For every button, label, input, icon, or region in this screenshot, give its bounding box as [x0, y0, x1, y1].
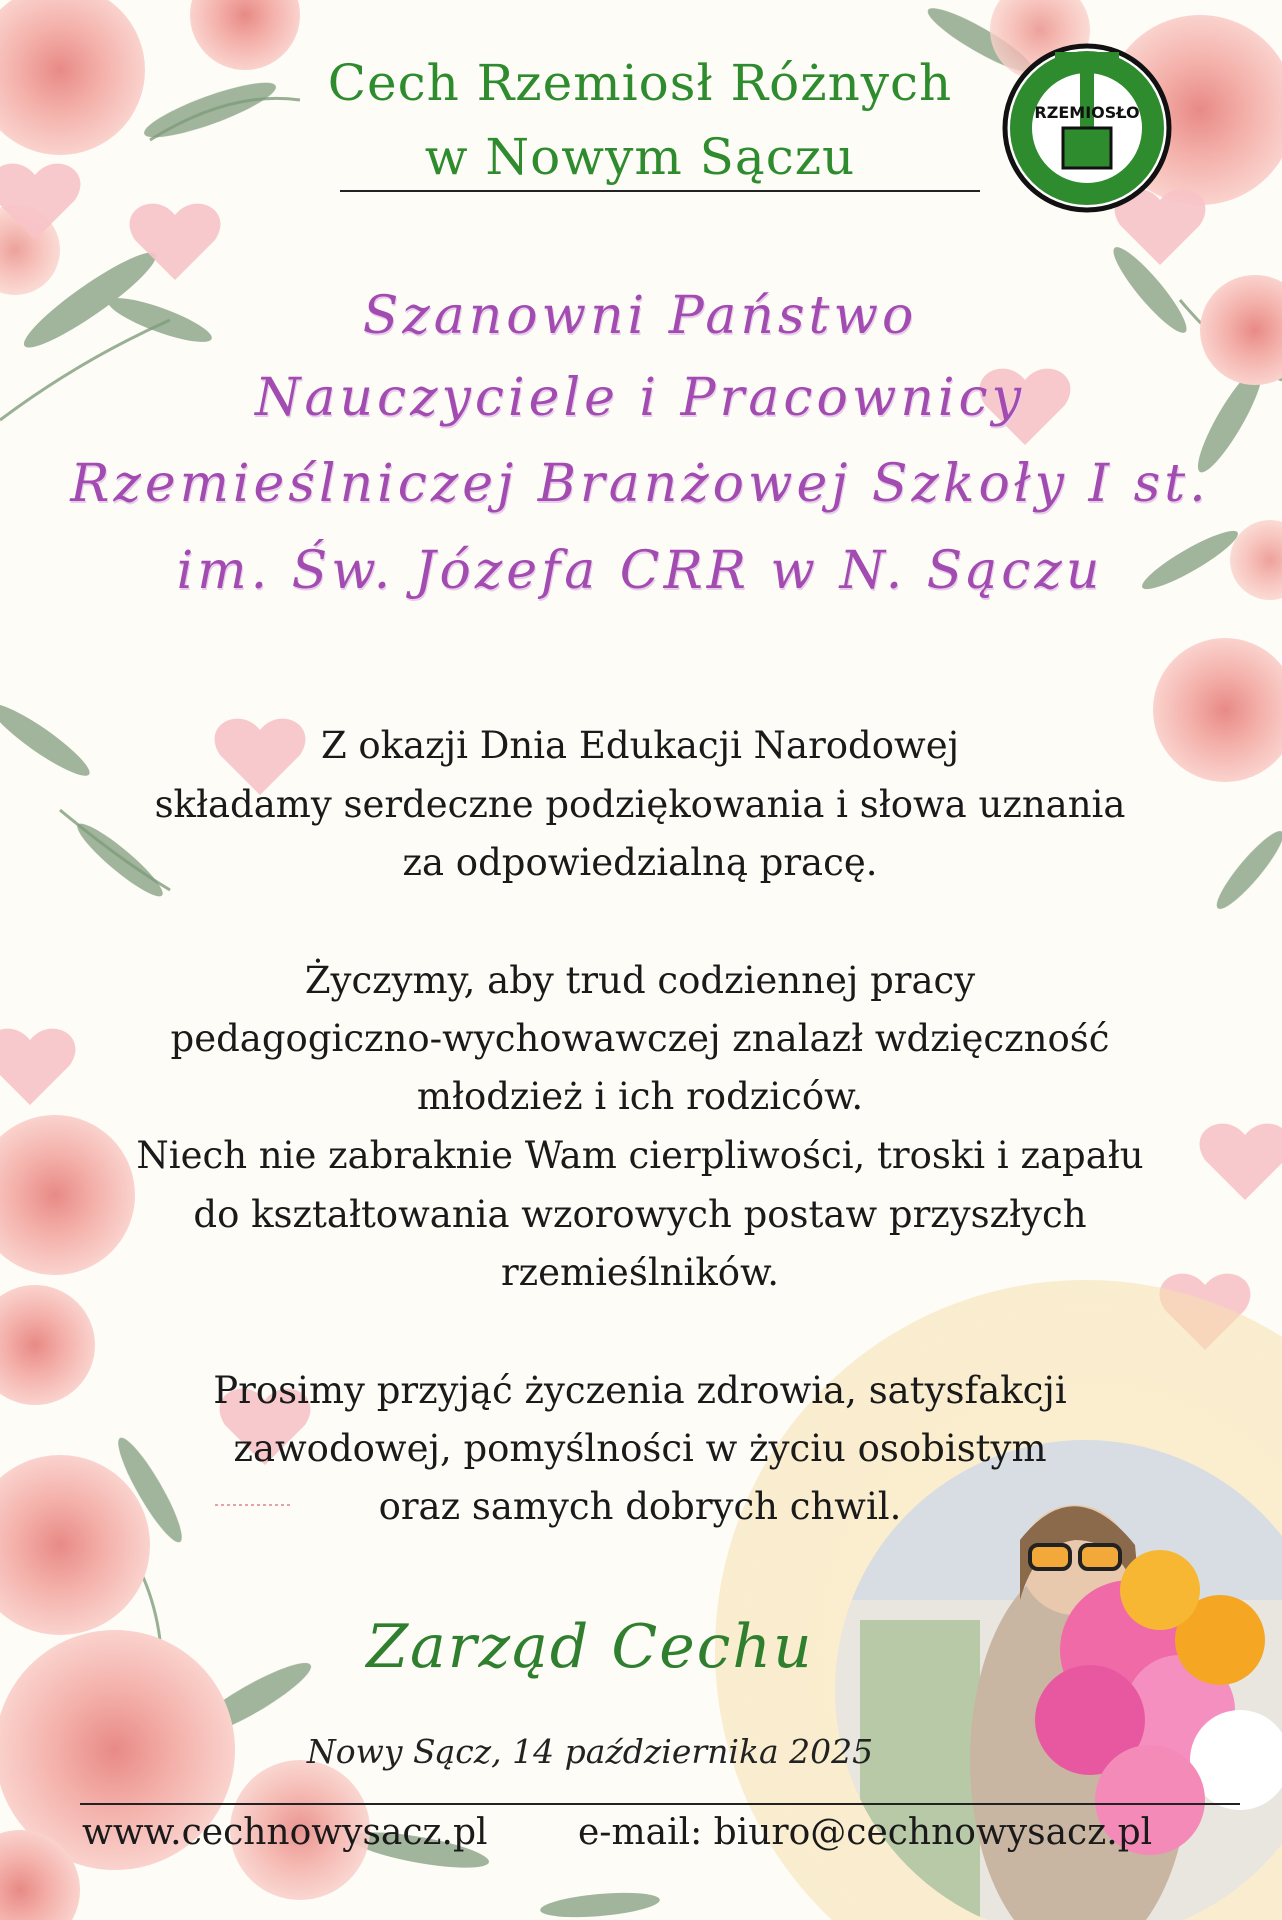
message-line: zawodowej, pomyślności w życiu osobistym: [233, 1427, 1047, 1470]
message-line: składamy serdeczne podziękowania i słowa uznania: [154, 783, 1126, 826]
website-link[interactable]: www.cechnowysacz.pl: [82, 1812, 488, 1853]
svg-text:RZEMIOSŁO: RZEMIOSŁO: [1034, 103, 1140, 122]
message-line: Życzymy, aby trud codziennej pracy: [304, 959, 976, 1002]
email-link[interactable]: e-mail: biuro@cechnowysacz.pl: [578, 1812, 1153, 1853]
date: Nowy Sącz, 14 października 2025: [306, 1732, 874, 1771]
crafts-logo-icon: [1005, 46, 1169, 210]
message-line: do kształtowania wzorowych postaw przyszłych: [193, 1193, 1087, 1236]
organization-name-line2: w Nowym Sączu: [424, 128, 856, 186]
organization-name-line1: Cech Rzemiosł Różnych: [327, 54, 953, 112]
message-line: za odpowiedzialną pracę.: [402, 841, 878, 884]
message-line: rzemieślników.: [500, 1251, 780, 1294]
greeting-line3: Rzemieślniczej Branżowej Szkoły I st.: [70, 454, 1210, 514]
signature: Zarząd Cechu: [366, 1612, 814, 1682]
message-line: Prosimy przyjąć życzenia zdrowia, satysfakcji: [213, 1369, 1067, 1412]
header-divider: [340, 190, 980, 192]
message-line: młodzież i ich rodziców.: [416, 1075, 864, 1118]
message-line: oraz samych dobrych chwil.: [378, 1485, 902, 1528]
message-line: Z okazji Dnia Edukacji Narodowej: [320, 724, 960, 767]
greeting-line2: Nauczyciele i Pracownicy: [255, 368, 1025, 428]
message-line: Niech nie zabraknie Wam cierpliwości, troski i zapału: [136, 1134, 1144, 1177]
greeting-line1: Szanowni Państwo: [362, 286, 918, 346]
footer-divider: [80, 1803, 1240, 1805]
greeting-line4: im. Św. Józefa CRR w N. Sączu: [176, 541, 1104, 601]
message-line: pedagogiczno-wychowawczej znalazł wdzięczność: [170, 1017, 1110, 1060]
